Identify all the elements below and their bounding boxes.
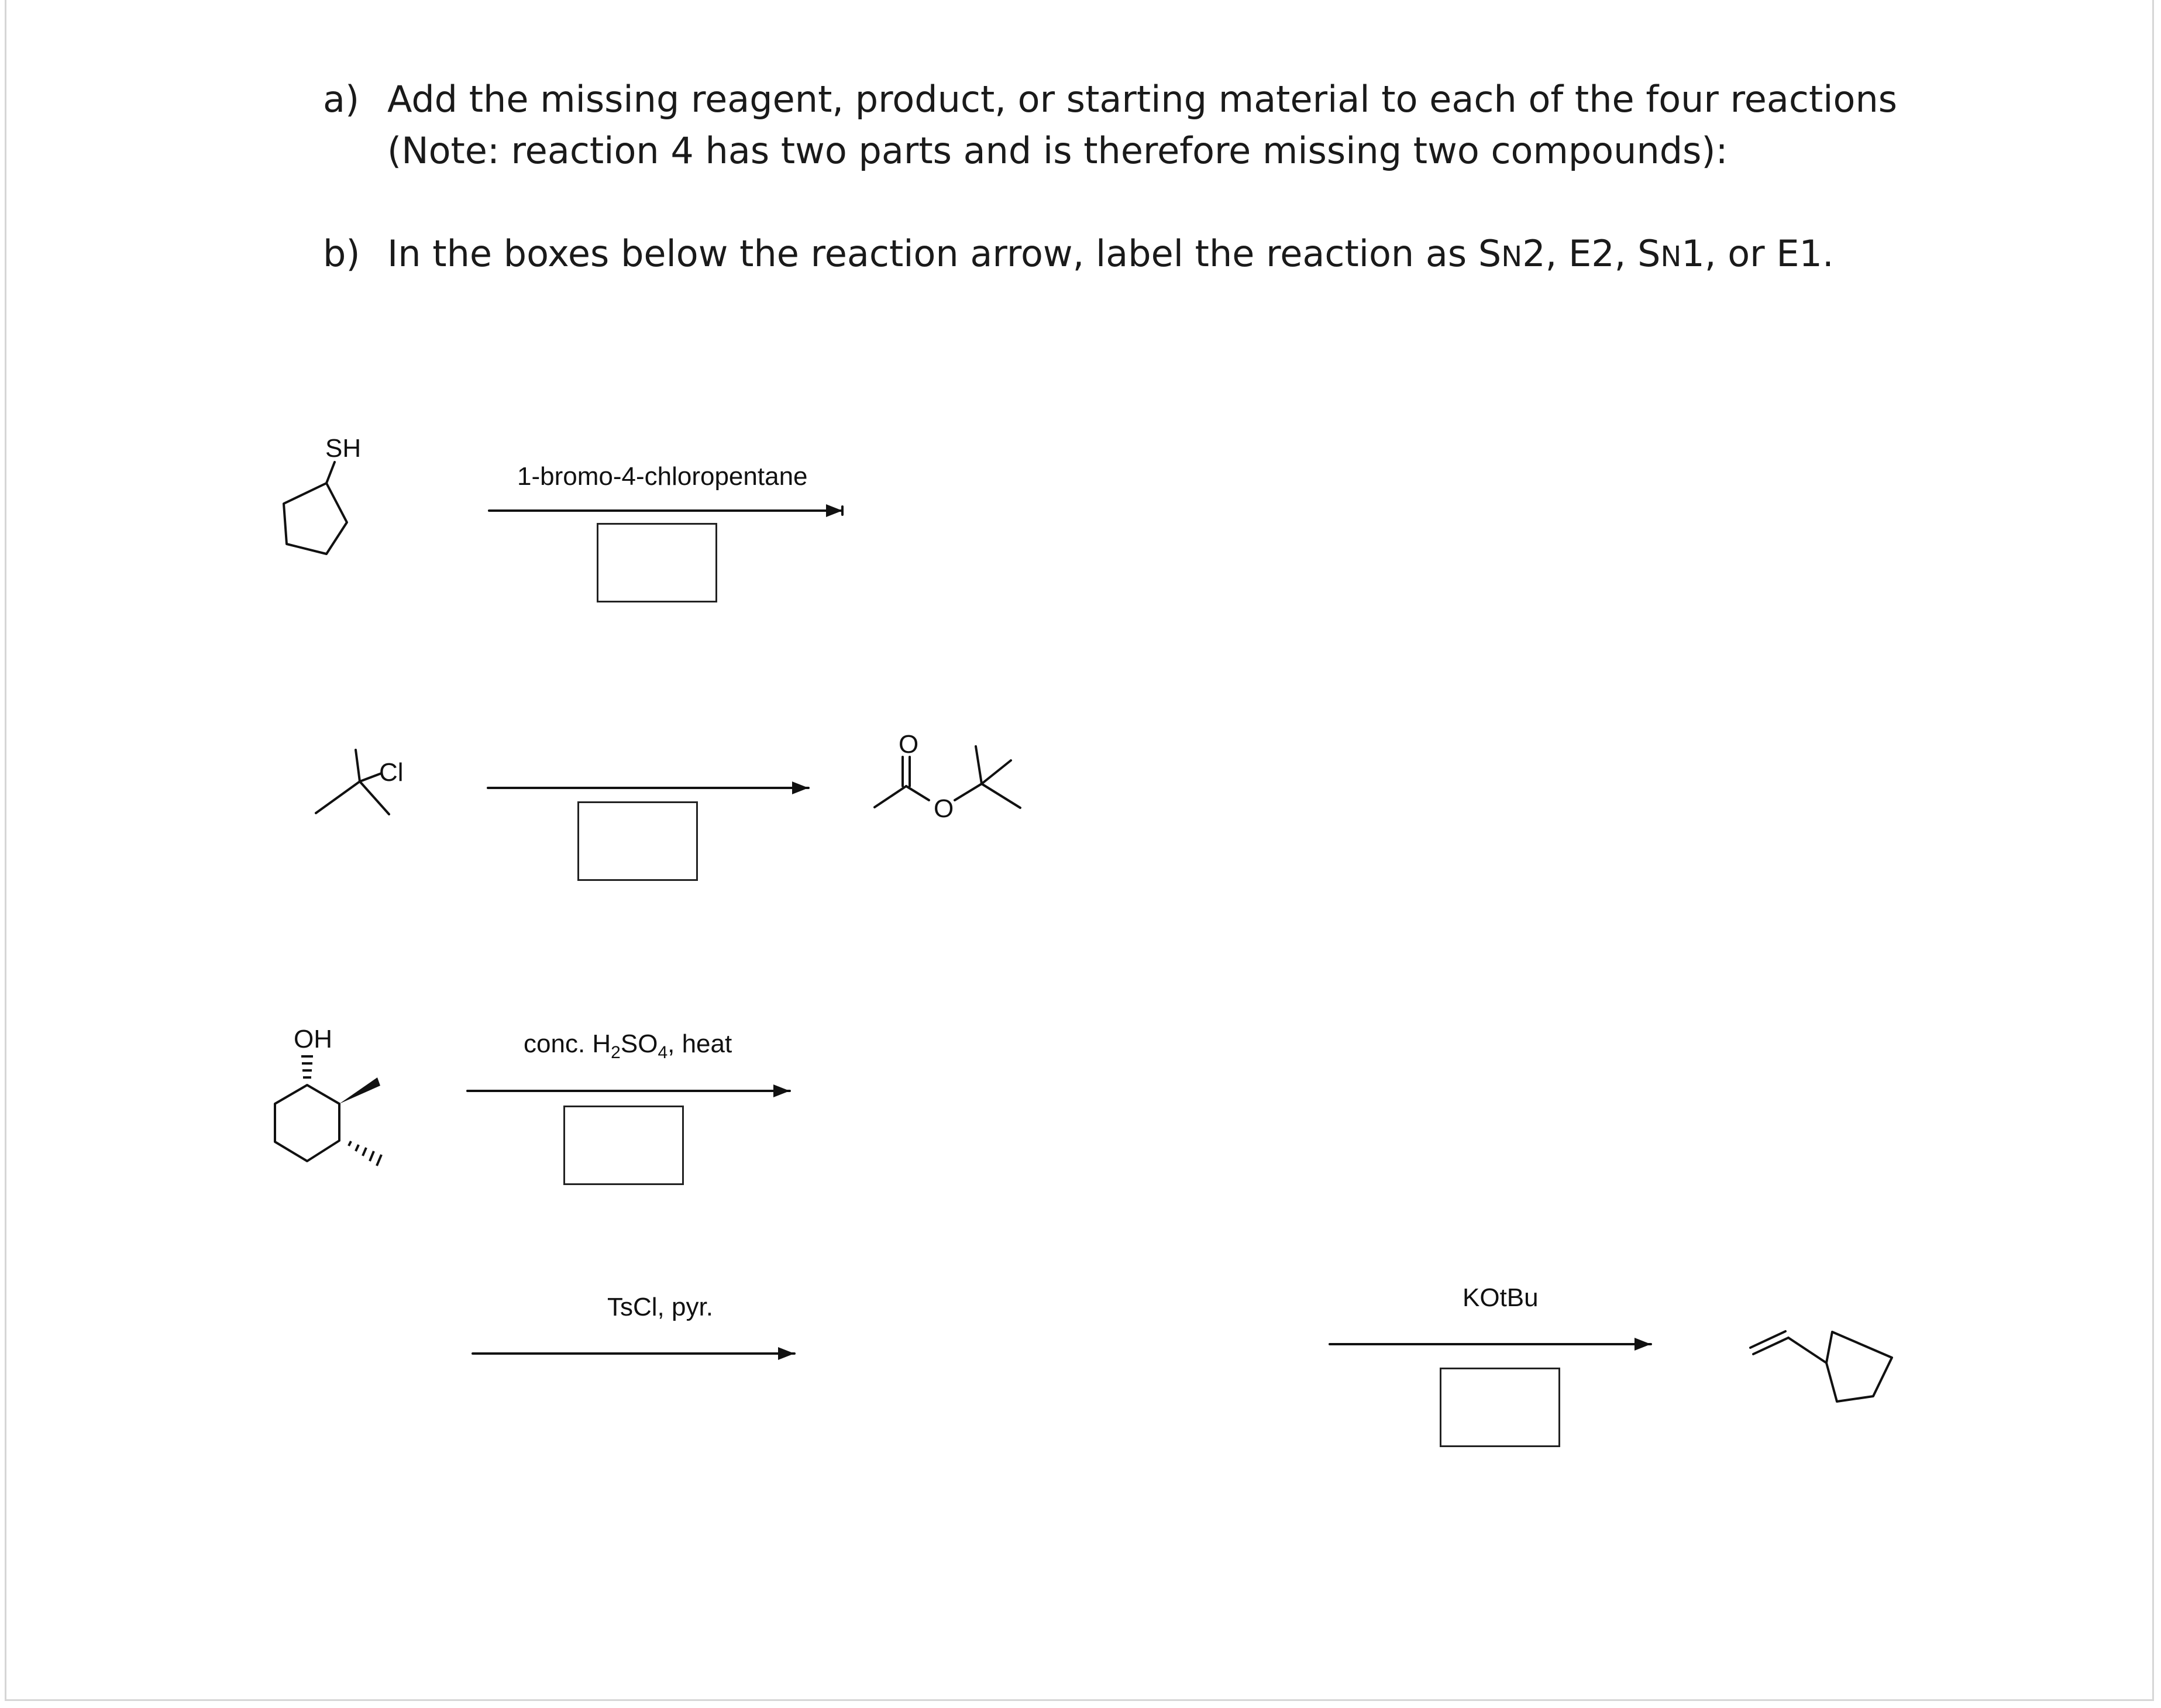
question-b-sn-n1: N [1501,240,1523,273]
r4b-answer-box[interactable] [1440,1368,1560,1447]
question-a-letter: a) [323,78,360,120]
r2-product-carbonyl-o: O [899,730,919,759]
r4b-reagent: KOtBu [1463,1283,1539,1312]
r1-answer-box[interactable] [597,523,717,602]
question-b-letter: b) [323,232,360,275]
r2-answer-box[interactable] [577,801,698,881]
wedge-bond [339,1077,380,1104]
r3-reagent-pre: conc. H [524,1029,611,1058]
question-b-mid: 2, E2, S [1522,232,1661,275]
r1-sh-label: SH [325,434,362,463]
question-a-line1: Add the missing reagent, product, or starting material to each of the four reactions [387,78,1898,120]
hashed-bond-oh [301,1056,313,1077]
hashed-bond-methyl [349,1141,381,1166]
r3-reagent-sub1: 2 [611,1042,621,1062]
tert-butyl-chloride-structure [316,750,389,814]
r1-reagent: 1-bromo-4-chloropentane [517,462,808,491]
r3-reagent-post: , heat [667,1029,732,1058]
r2-product-ester-o: O [934,794,954,823]
r4a-reagent: TsCl, pyr. [607,1293,713,1321]
r3-answer-box[interactable] [563,1106,684,1185]
r3-oh-label: OH [294,1025,332,1053]
vinylcyclopentane-structure [1750,1331,1892,1401]
cyclopentanethiol-structure [284,462,347,554]
r3-reagent-sub2: 4 [658,1042,668,1062]
r3-reagent [524,1029,732,1063]
question-b-pre: In the boxes below the reaction arrow, label the reaction as S [387,232,1502,275]
dimethylcyclohexanol-structure [275,1085,339,1161]
r3-reagent-mid: SO [620,1029,658,1058]
question-a-line2: (Note: reaction 4 has two parts and is therefore missing two compounds): [387,129,1728,172]
question-b-sn-n2: N [1660,240,1682,273]
r2-cl-label: Cl [379,758,404,787]
question-b-post: 1, or E1. [1681,232,1834,275]
